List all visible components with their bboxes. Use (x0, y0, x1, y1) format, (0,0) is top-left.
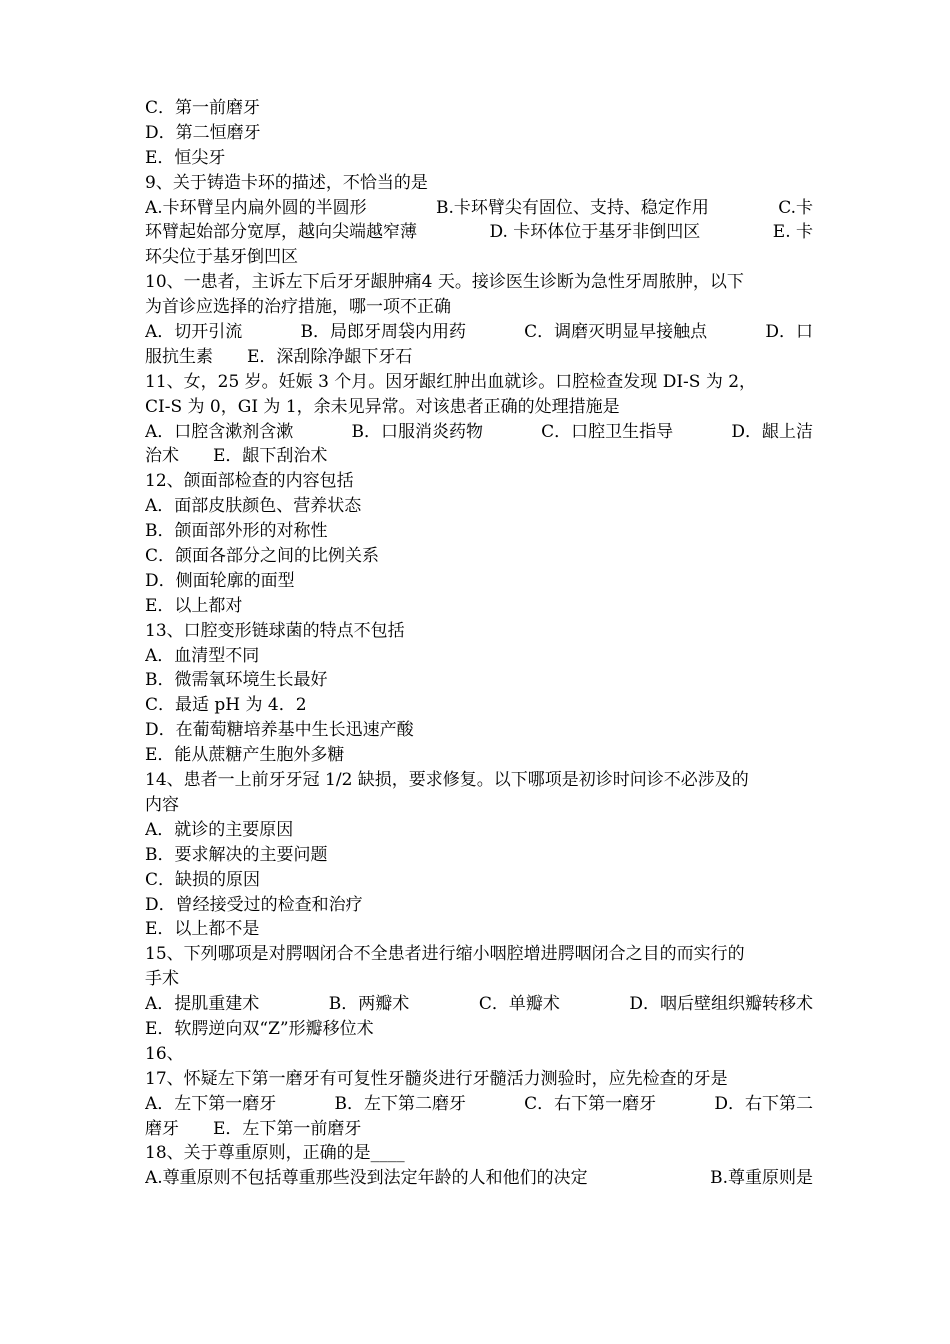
text-line: C．最适 pH 为 4．2 (145, 695, 307, 716)
text-line: D．第二恒磨牙 (145, 122, 261, 143)
text-line: 服抗生素 E．深刮除净龈下牙石 (145, 346, 413, 367)
text-line: 9、关于铸造卡环的描述，不恰当的是 (145, 172, 428, 193)
text-segment: A.尊重原则不包括尊重那些没到法定年龄的人和他们的决定 (145, 1168, 588, 1189)
document-page (145, 96, 813, 1191)
text-line: A．就诊的主要原因 (145, 819, 294, 840)
text-segment: A．口腔含漱剂含漱 (145, 421, 294, 442)
text-line: B．要求解决的主要问题 (145, 844, 328, 865)
text-segment: D．口 (765, 322, 813, 343)
text-segment: B．局郎牙周袋内用药 (300, 322, 466, 343)
text-line: C．颌面各部分之间的比例关系 (145, 546, 380, 567)
text-segment: A．左下第一磨牙 (145, 1093, 277, 1114)
text-line: 治术 E．龈下刮治术 (145, 446, 328, 467)
text-line (145, 992, 813, 1017)
text-line: 14、患者一上前牙牙冠 1/2 缺损，要求修复。以下哪项是初诊时问诊不必涉及的 (145, 770, 749, 791)
text-line (145, 320, 813, 345)
text-line: D．在葡萄糖培养基中生长迅速产酸 (145, 720, 414, 741)
text-line (145, 220, 813, 245)
text-line: D．侧面轮廓的面型 (145, 570, 295, 591)
text-segment: C.卡 (778, 197, 813, 218)
text-segment: C．右下第一磨牙 (524, 1093, 657, 1114)
text-line (145, 1166, 813, 1191)
text-segment: C．单瓣术 (478, 994, 560, 1015)
text-line (145, 196, 813, 221)
text-line (145, 1092, 813, 1117)
text-line: 环尖位于基牙倒凹区 (145, 247, 298, 268)
text-line: 手术 (145, 969, 179, 990)
text-line: B．微需氧环境生长最好 (145, 670, 328, 691)
text-line: C．缺损的原因 (145, 869, 261, 890)
text-line: A．血清型不同 (145, 645, 260, 666)
text-line: 10、一患者，主诉左下后牙牙龈肿痛4 天。接诊医生诊断为急性牙周脓肿，以下 (145, 272, 744, 293)
text-line: 磨牙 E．左下第一前磨牙 (145, 1118, 362, 1139)
text-line: 12、颌面部检查的内容包括 (145, 471, 354, 492)
text-segment: C．调磨灭明显早接触点 (524, 322, 708, 343)
text-line: B．颌面部外形的对称性 (145, 521, 328, 542)
text-segment: 环臂起始部分宽厚，越向尖端越窄薄 (145, 222, 417, 243)
text-line: 17、怀疑左下第一磨牙有可复性牙髓炎进行牙髓活力测验时，应先检查的牙是 (145, 1068, 728, 1089)
text-line: 11、女，25 岁。妊娠 3 个月。因牙龈红肿出血就诊。口腔检查发现 DI-S 为 2， (145, 371, 757, 392)
text-segment: C．口腔卫生指导 (541, 421, 674, 442)
text-segment: D．龈上洁 (731, 421, 813, 442)
text-segment: B．口服消炎药物 (351, 421, 483, 442)
text-line: 13、口腔变形链球菌的特点不包括 (145, 620, 405, 641)
text-line: 15、下列哪项是对腭咽闭合不全患者进行缩小咽腔增进腭咽闭合之目的而实行的 (145, 944, 745, 965)
text-segment: D．咽后壁组织瓣转移术 (629, 994, 813, 1015)
text-segment: E. 卡 (772, 222, 813, 243)
text-line: 16、 (145, 1043, 184, 1064)
text-line: A．面部皮肤颜色、营养状态 (145, 496, 362, 517)
text-line: 为首诊应选择的治疗措施，哪一项不正确 (145, 297, 451, 318)
text-line (145, 420, 813, 445)
text-line: E．恒尖牙 (145, 147, 226, 168)
text-line: E．软腭逆向双“Z”形瓣移位术 (145, 1018, 374, 1039)
text-line: CI-S 为 0，GI 为 1，余未见异常。对该患者正确的处理措施是 (145, 396, 620, 417)
text-segment: A．提肌重建术 (145, 994, 260, 1015)
text-segment: A.卡环臂呈内扁外圆的半圆形 (145, 197, 367, 218)
text-segment: D. 卡环体位于基牙非倒凹区 (489, 222, 701, 243)
text-line: 内容 (145, 794, 179, 815)
text-segment: B．左下第二磨牙 (334, 1093, 466, 1114)
text-segment: B.尊重原则是 (710, 1168, 813, 1189)
text-segment: D．右下第二 (714, 1093, 813, 1114)
text-line: E．以上都对 (145, 595, 243, 616)
text-line: E．以上都不是 (145, 919, 260, 940)
text-line: 18、关于尊重原则，正确的是____ (145, 1143, 405, 1164)
text-line: C．第一前磨牙 (145, 98, 261, 118)
text-segment: B.卡环臂尖有固位、支持、稳定作用 (435, 197, 709, 218)
text-segment: A．切开引流 (145, 322, 243, 343)
text-line: E．能从蔗糖产生胞外多糖 (145, 745, 345, 766)
text-segment: B．两瓣术 (328, 994, 410, 1015)
text-line: D．曾经接受过的检查和治疗 (145, 894, 363, 915)
